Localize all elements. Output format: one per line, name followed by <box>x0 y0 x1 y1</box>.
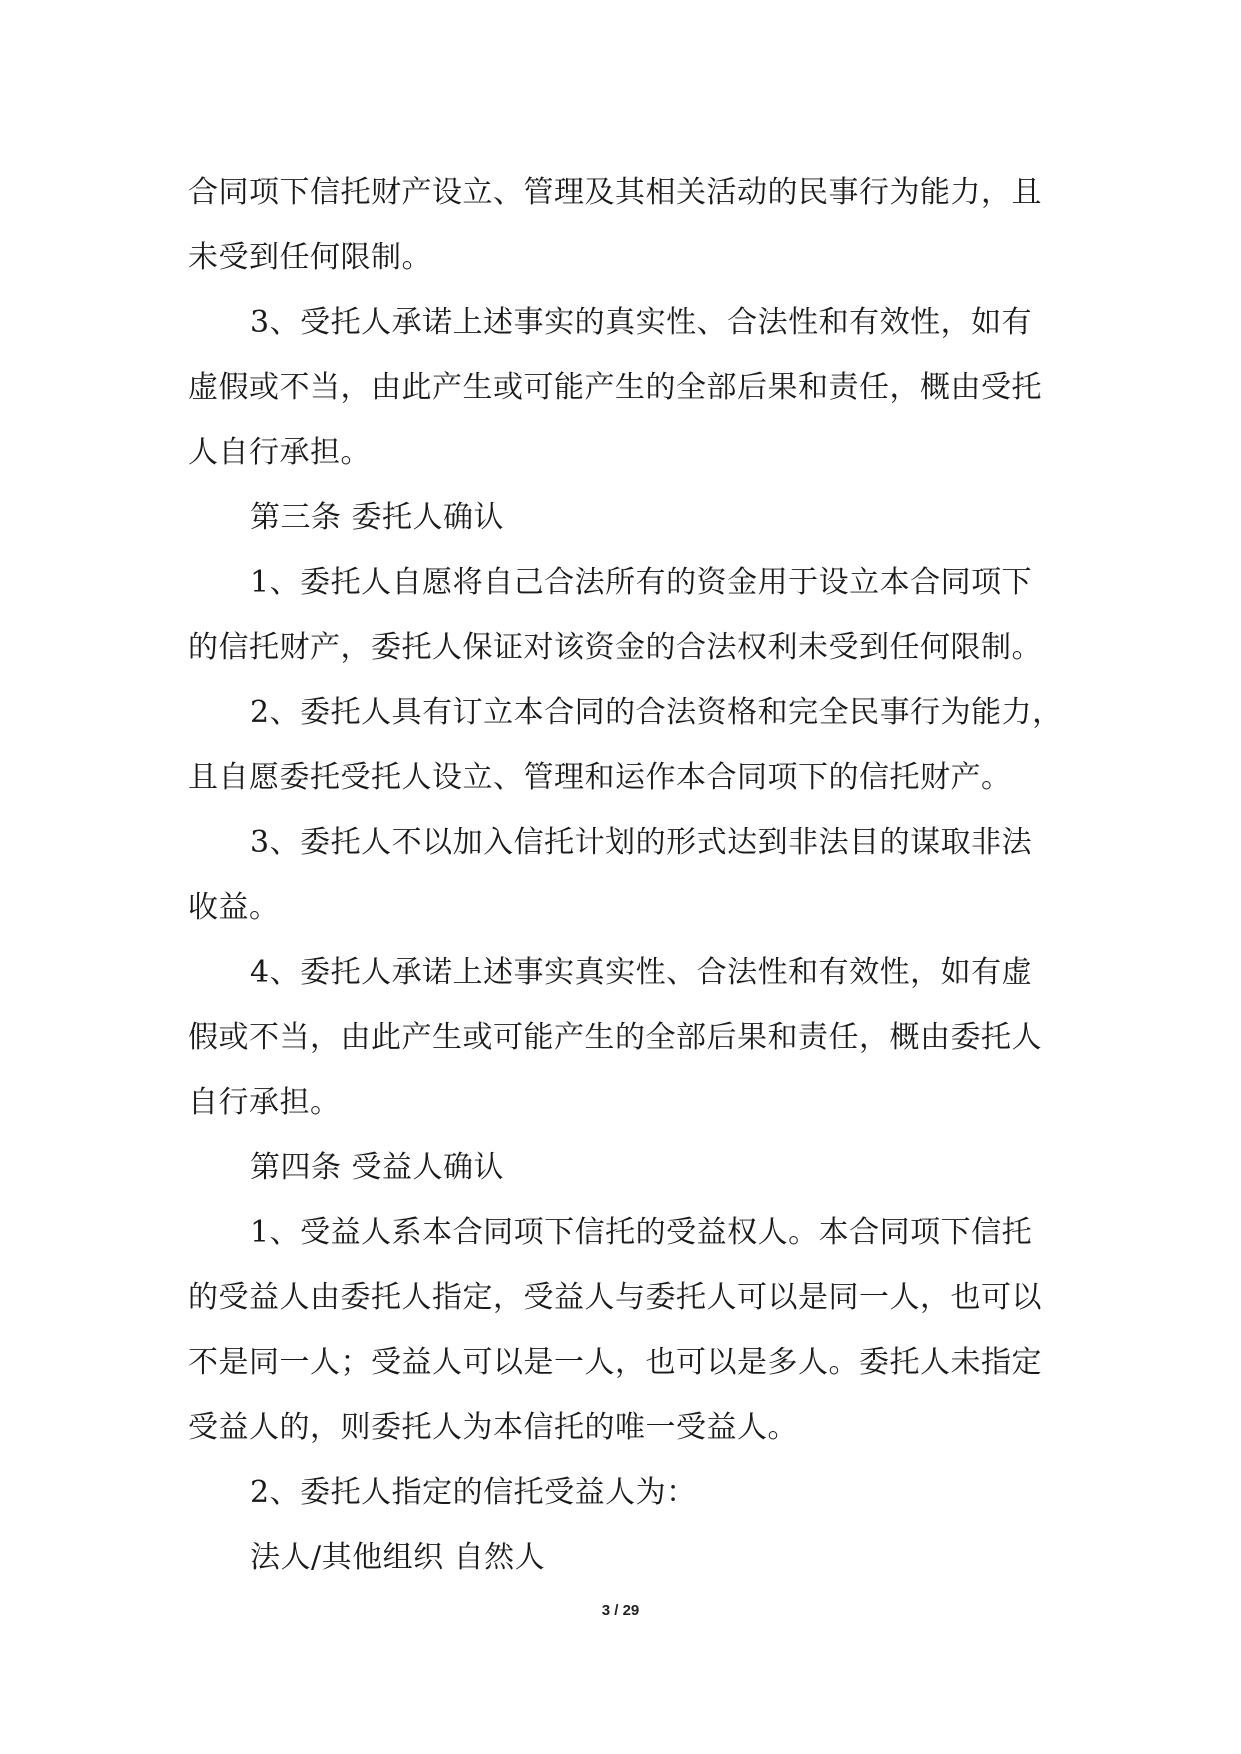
text-line: 的信托财产，委托人保证对该资金的合法权利未受到任何限制。 <box>188 630 1042 665</box>
text-line: 的受益人由委托人指定，受益人与委托人可以是同一人，也可以 <box>188 1280 1042 1315</box>
text-line: 未受到任何限制。 <box>188 240 432 275</box>
text-line: 2、委托人指定的信托受益人为： <box>250 1475 697 1510</box>
text-line: 假或不当，由此产生或可能产生的全部后果和责任，概由委托人 <box>188 1020 1042 1055</box>
text-line: 2、委托人具有订立本合同的合法资格和完全民事行为能力， <box>250 695 1063 730</box>
text-line: 合同项下信托财产设立、管理及其相关活动的民事行为能力，且 <box>188 175 1042 210</box>
text-line: 1、受益人系本合同项下信托的受益权人。本合同项下信托 <box>250 1215 1033 1250</box>
document-body <box>188 160 1068 1590</box>
text-line: 自行承担。 <box>188 1085 341 1120</box>
text-line: 人自行承担。 <box>188 435 371 470</box>
text-line: 4、委托人承诺上述事实真实性、合法性和有效性，如有虚 <box>250 955 1033 990</box>
text-line: 不是同一人；受益人可以是一人，也可以是多人。委托人未指定 <box>188 1345 1042 1380</box>
text-line: 3、受托人承诺上述事实的真实性、合法性和有效性，如有 <box>250 305 1033 340</box>
text-line: 3、委托人不以加入信托计划的形式达到非法目的谋取非法 <box>250 825 1033 860</box>
text-line: 法人/其他组织 自然人 <box>250 1540 546 1575</box>
text-line: 受益人的，则委托人为本信托的唯一受益人。 <box>188 1410 798 1445</box>
text-line: 且自愿委托受托人设立、管理和运作本合同项下的信托财产。 <box>188 760 1012 795</box>
section-heading: 第三条 委托人确认 <box>250 500 505 535</box>
section-heading: 第四条 受益人确认 <box>250 1150 505 1185</box>
text-line: 收益。 <box>188 890 280 925</box>
page-number: 3 / 29 <box>601 1602 640 1619</box>
text-line: 虚假或不当，由此产生或可能产生的全部后果和责任，概由受托 <box>188 370 1042 405</box>
text-line: 1、委托人自愿将自己合法所有的资金用于设立本合同项下 <box>250 565 1033 600</box>
